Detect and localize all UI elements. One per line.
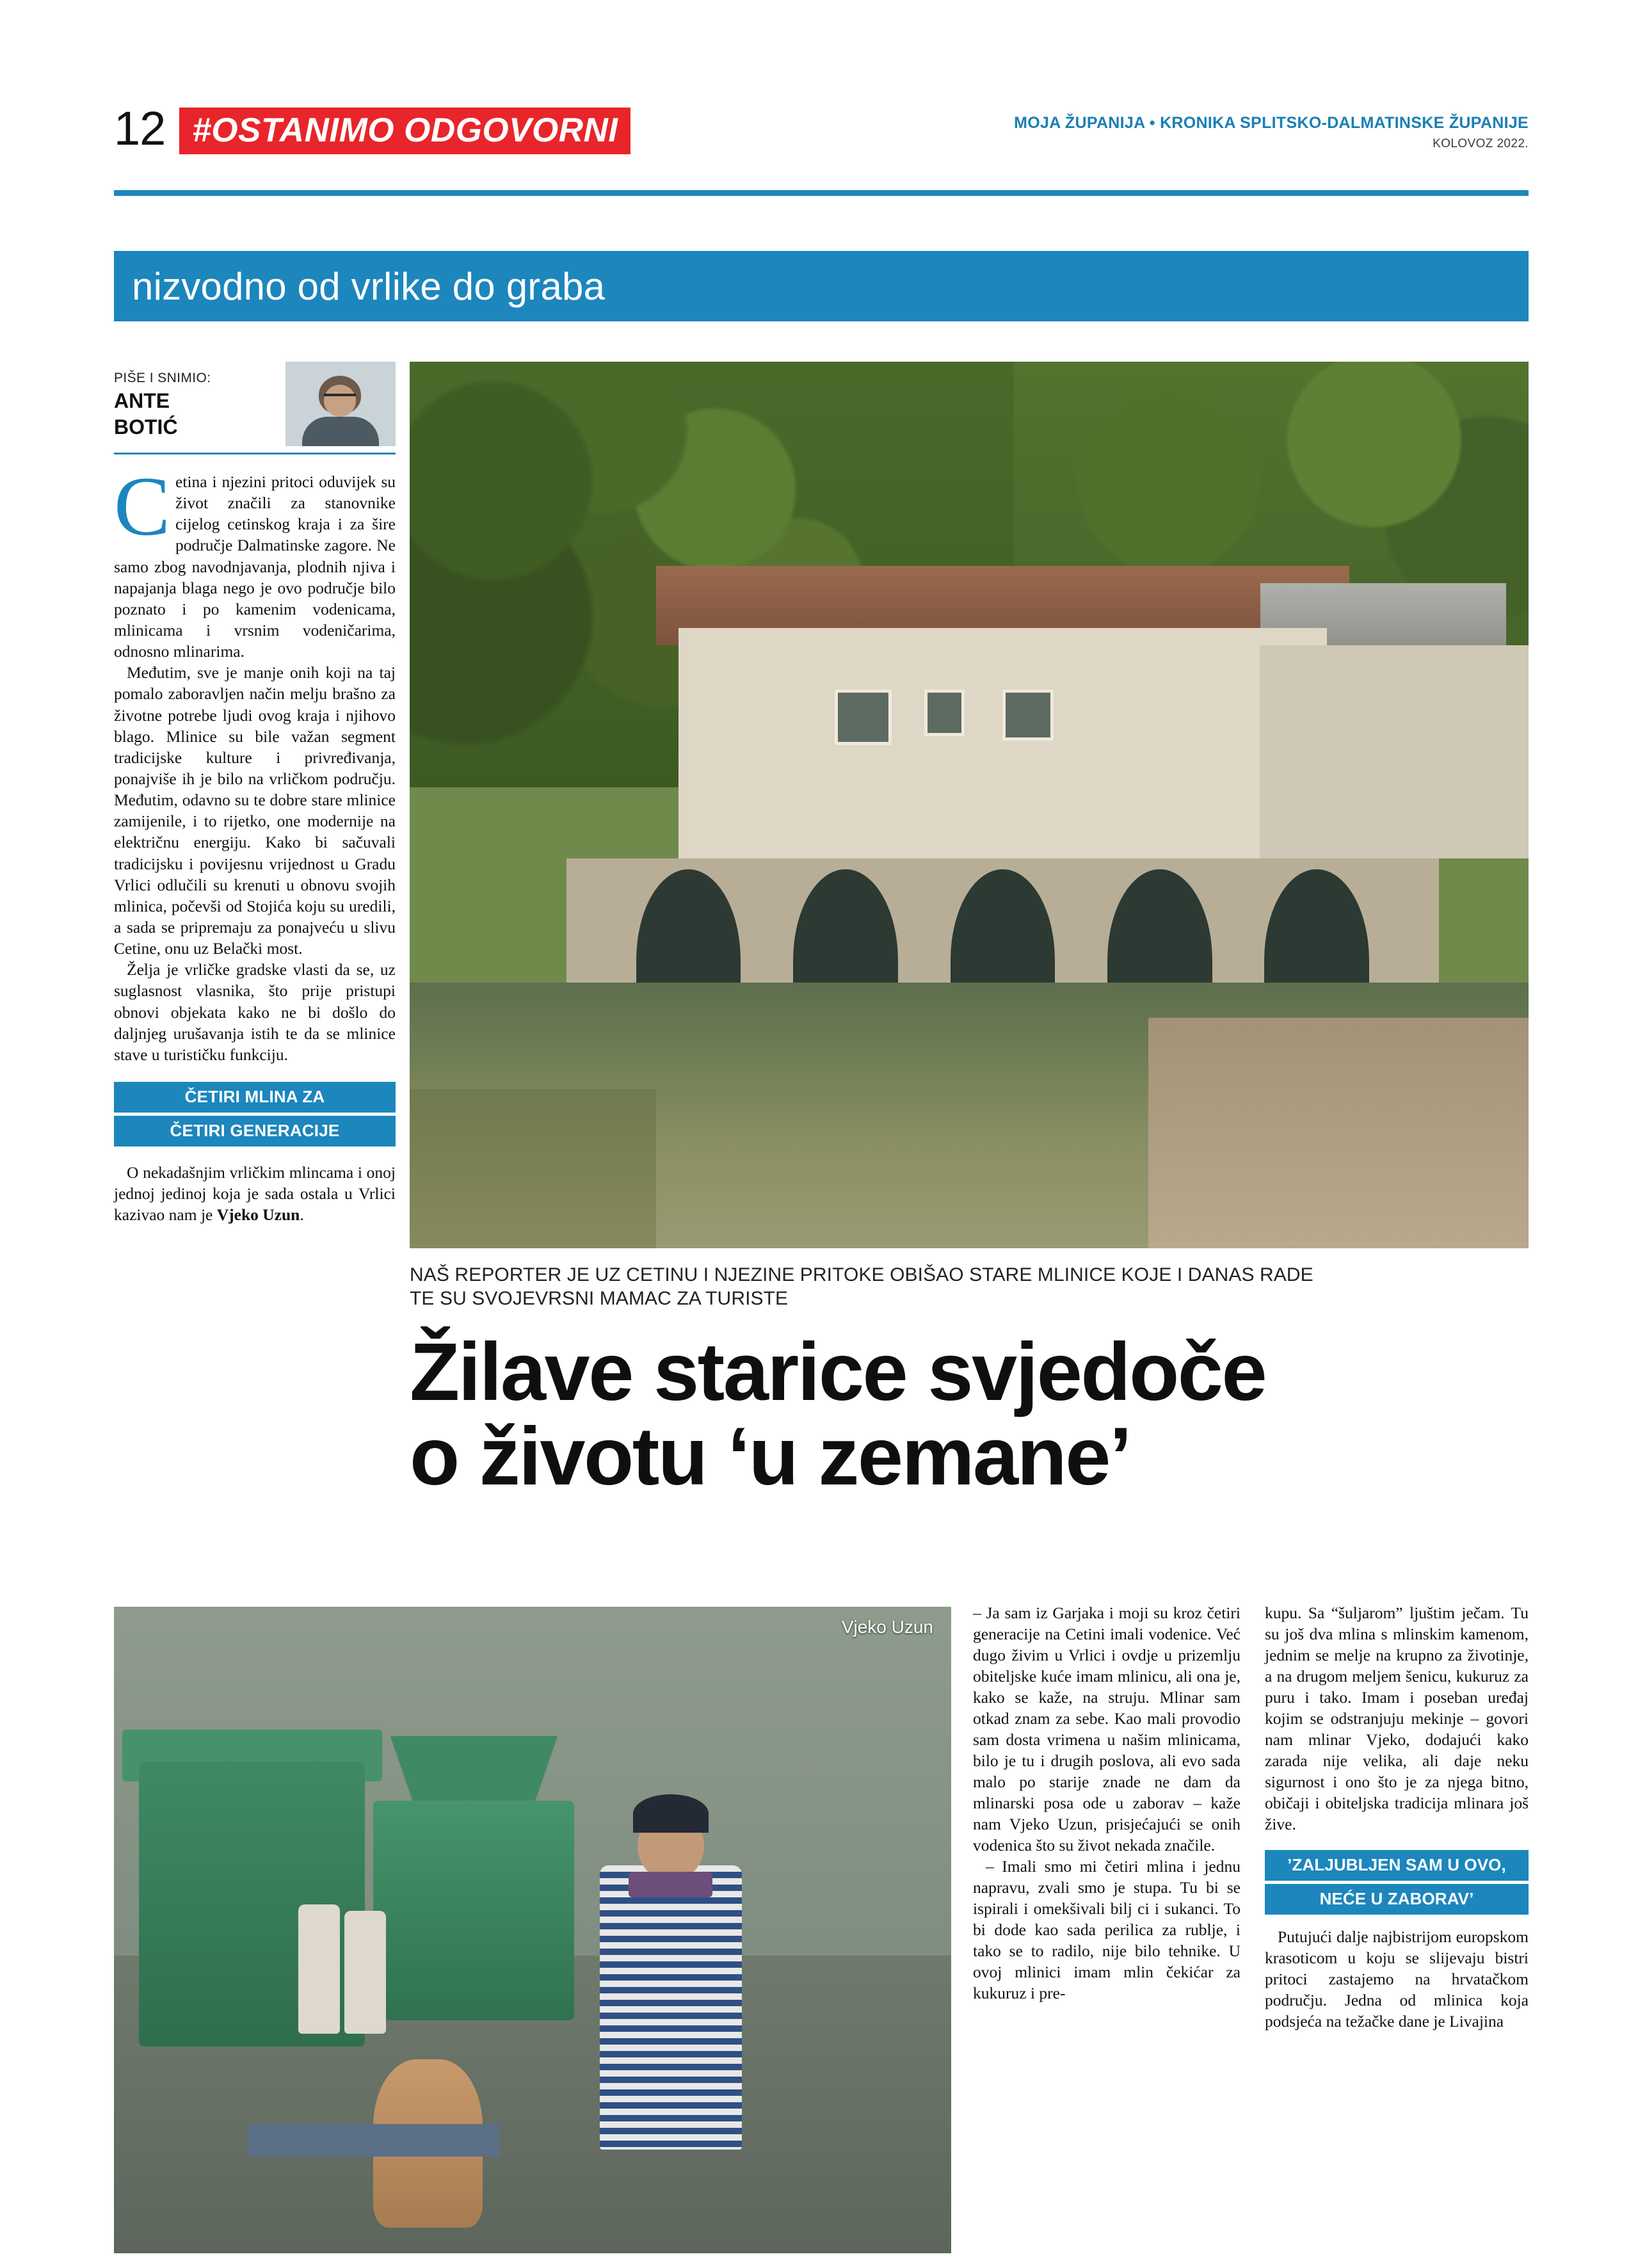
- middle-column-body: [973, 1602, 1241, 2004]
- mill-interior-photo: [114, 1607, 951, 2253]
- subhead-line-1: ČETIRI MLINA ZA: [114, 1082, 396, 1113]
- right-column: [1265, 1602, 1529, 2032]
- main-article-photo: [410, 362, 1529, 1248]
- person-name: Vjeko Uzun: [216, 1205, 300, 1225]
- section-banner-title: nizvodno od vrlike do graba: [132, 264, 606, 308]
- right-column-body: [1265, 1602, 1529, 1835]
- article-paragraph: – Imali smo mi četiri mlina i jednu napravu, zvali smo je stupa. Tu bi se ispirali i omekšivali bilj ci i sukanci. To bi dode kao sada perilica za rublje, i tako se to radilo, nije bilo tehnike. U ovoj mlinici imam mlin čekićar za kukuruz i pre-: [973, 1857, 1241, 2003]
- article-headline: [410, 1326, 1536, 1502]
- lead-article-body: [114, 454, 396, 1065]
- lead-paragraph-text: etina i njezini pritoci oduvijek su život značili za stanovnike cijelog cetinskog kraja i za šire područje Dalmatinske zagore. Ne samo zbog navodnjavanja, plodnih njiva i napajanja blaga nego je ovo područje bilo poznato i po kamenim vodenicama, mlinicama i vrsnim vodeničarima, odnosno mlinarima.: [114, 472, 396, 661]
- mill-photo-caption: Vjeko Uzun: [841, 1617, 933, 1637]
- middle-column: [973, 1602, 1241, 2004]
- drop-cap: C: [114, 459, 171, 553]
- byline: [114, 362, 396, 454]
- campaign-hashtag: #OSTANIMO ODGOVORNI: [179, 108, 630, 154]
- headline-line-2: o životu ‘u zemane’: [410, 1410, 1130, 1502]
- pull-quote-line-2: NEĆE U ZABORAV’: [1265, 1884, 1529, 1915]
- article-paragraph: Putujući dalje najbistrijom europskom krasoticom u koju se slijevaju bistri pritoci zastajemo na hrvatačkom području. Jedna od mlinica koja podsjeća na težačke dane je Livajina: [1265, 1927, 1529, 2031]
- article-paragraph: Želja je vrličke gradske vlasti da se, uz suglasnost vlasnika, što prije pristupi obnovi objekata kako ne bi došlo do daljnjeg urušavanja istih te da se mlinice stave u turističku funkciju.: [114, 960, 396, 1064]
- byline-name-first: ANTE: [114, 389, 170, 412]
- lead-paragraph: [114, 459, 396, 662]
- left-column-after-subhead: [114, 1162, 396, 1225]
- pull-quote-line-1: ’ZALJUBLJEN SAM U OVO,: [1265, 1850, 1529, 1881]
- article-paragraph: kupu. Sa “šuljarom” ljuštim ječam. Tu su još dva mlina s mlinskim kamenom, jednim se melje na krupno za životinje, a na drugom meljem šenicu, kukuruz za puru i tako. Imam i poseban uređaj kojim se odstranjuju mekinje – govori nam mlinar Vjeko, dodajući kako zarada nije velika, ali daje neku sigurnost i ono što je za njega bitno, običaji i obiteljska tradicija mlinara još žive.: [1265, 1604, 1529, 1834]
- subhead-block: [114, 1082, 396, 1146]
- subhead-line-2: ČETIRI GENERACIJE: [114, 1116, 396, 1146]
- author-portrait: [285, 362, 396, 446]
- byline-text: [114, 362, 211, 438]
- paragraph-text: O nekadašnjim vrličkim mlincama i onoj jednoj jedinoj koja je sada ostala u Vrlici kazivao nam je: [114, 1162, 396, 1225]
- masthead-kicker: MOJA ŽUPANIJA • KRONIKA SPLITSKO-DALMATINSKE ŽUPANIJE: [1014, 114, 1529, 132]
- section-banner: [114, 251, 1529, 321]
- caption-line-1: NAŠ REPORTER JE UZ CETINU I NJEZINE PRITOKE OBIŠAO STARE MLINICE KOJE I DANAS RADE: [410, 1264, 1313, 1285]
- pull-quote-block: [1265, 1850, 1529, 1915]
- masthead-right: [1014, 108, 1529, 151]
- page-number: 12: [114, 102, 166, 155]
- masthead: [114, 102, 1529, 155]
- article-paragraph: [114, 1162, 396, 1225]
- paragraph-end: .: [300, 1205, 304, 1225]
- byline-name-last: BOTIĆ: [114, 415, 178, 438]
- right-column-body-after-quote: [1265, 1926, 1529, 2032]
- masthead-divider: [114, 190, 1529, 196]
- headline-line-1: Žilave starice svjedoče: [410, 1326, 1266, 1418]
- byline-label: PIŠE I SNIMIO:: [114, 371, 211, 385]
- left-column: [114, 362, 396, 1225]
- article-paragraph: Međutim, sve je manje onih koji na taj pomalo zaboravljen način melju brašno za životne potrebe ljudi ovog kraja i njihovo blago. Mlinice su bile važan segment tradicijske kulture i privređivanja, ponajviše ih je bilo na vrličkom području. Međutim, odavno su te dobre stare mlinice zamijenile, i to rijetko, one modernije na električnu energiju. Kako bi sačuvali tradicijsku i povijesnu vrijednost u Gradu Vrlici odlučili su krenuti u obnovu svojih mlinica, počevši od Stojića koju su uredili, a sada se pripremaju za ponajveću u slivu Cetine, onu uz Belački most.: [114, 663, 396, 958]
- masthead-date: KOLOVOZ 2022.: [1433, 137, 1529, 150]
- caption-line-2: TE SU SVOJEVRSNI MAMAC ZA TURISTE: [410, 1287, 789, 1309]
- article-paragraph: – Ja sam iz Garjaka i moji su kroz četiri generacije na Cetini imali vodenice. Već dugo živim u Vrlici i ovdje u prizemlju obiteljske kuće imam mlinicu, ali ona je, kako se kaže, na struju. Mlinar sam otkad znam za sebe. Kao mali provodio sam dosta vrimena u našim mlinicama, bilo je tu i drugih poslova, ali evo sada malo po starije znade ne dam da mlinarski posa ode u zaborav – kaže nam Vjeko Uzun, prisjećajući se onih vodenica što su život nekada značile.: [973, 1604, 1241, 1855]
- main-photo-caption: [410, 1264, 1529, 1310]
